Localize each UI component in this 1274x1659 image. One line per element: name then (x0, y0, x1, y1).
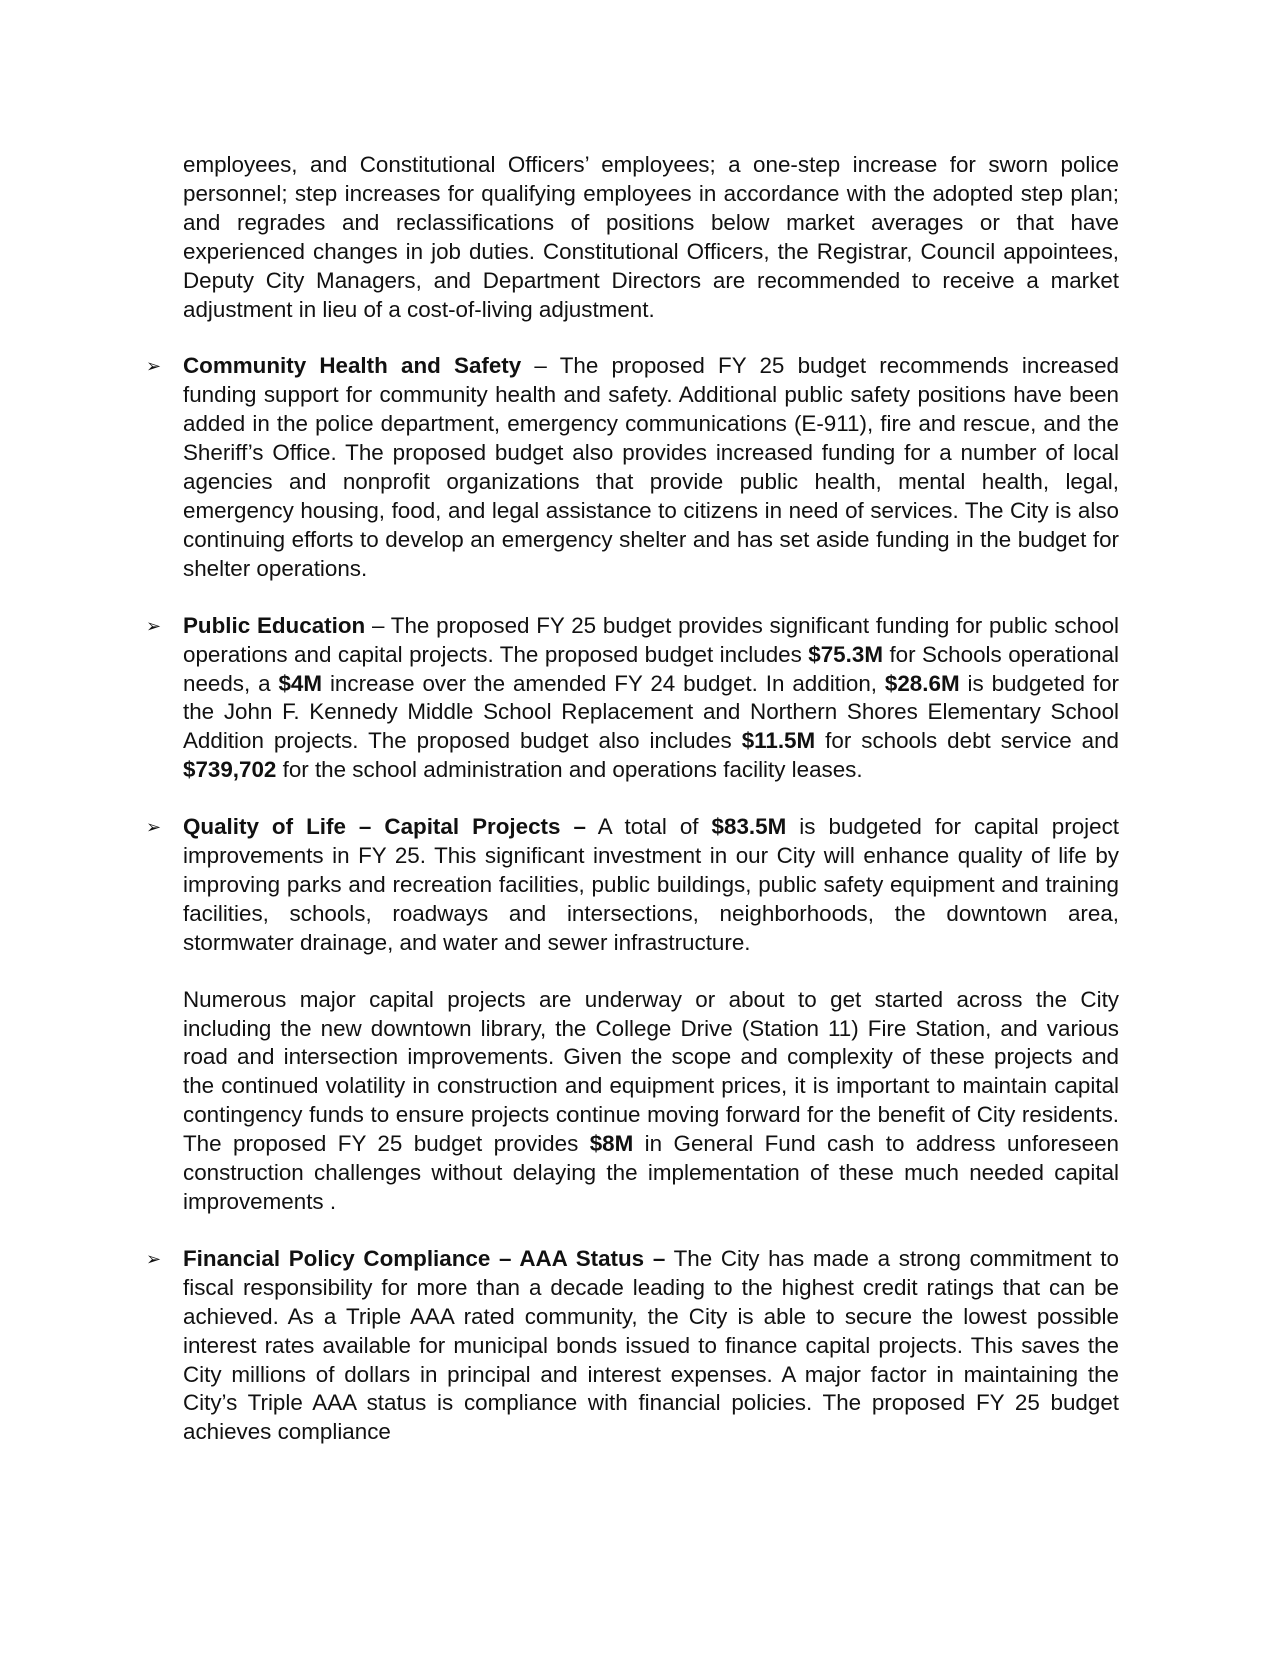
intro-paragraph: employees, and Constitutional Officers’ employees; a one-step increase for sworn police personnel; step increases for qualifying employees in accordance with the adopted step plan; and regrades and reclassifications of positions below market averages or that have experienced changes in job duties. Constitutional Officers, the Registrar, Council appointees, Deputy City Managers, and Department Directors are recommended to receive a market adjustment in lieu of a cost-of-living adjustment. (183, 152, 1119, 322)
financial-policy-paragraph: Financial Policy Compliance – AAA Status – The City has made a strong commitment to fiscal responsibility for more than a decade leading to the highest credit ratings that can be achieved. As a Triple AAA rated community, the City is able to secure the lowest possible interest rates available for municipal bonds issued to finance capital projects. This saves the City millions of dollars in principal and interest expenses. A major factor in maintaining the City’s Triple AAA status is compliance with financial policies. The proposed FY 25 budget achieves compliance (183, 1245, 1119, 1445)
arrow-bullet-icon: ➢ (146, 817, 162, 838)
capital-projects-title: Quality of Life – Capital Projects – (183, 814, 586, 840)
page-content (146, 151, 1120, 1447)
capital-projects-paragraph: Quality of Life – Capital Projects – A total of $83.5M is budgeted for capital project improvements in FY 25. This significant investment in our City will enhance quality of life by improving parks and recreation facilities, public buildings, public safety equipment and training facilities, schools, roadways and intersections, neighborhoods, the downtown area, stormwater drainage, and water and sewer infrastructure. (183, 814, 1120, 955)
capital-projects-amount: $83.5M (711, 814, 787, 840)
community-health-title: Community Health and Safety (183, 353, 522, 379)
public-education-paragraph: Public Education – The proposed FY 25 budget provides significant funding for public school operations and capital projects. The proposed budget includes $75.3M for Schools operational needs, a $4M increase over the amended FY 24 budget. In addition, $28.6M is budgeted for the John F. Kennedy Middle School Replacement and Northern Shores Elementary School Addition projects. The proposed budget also includes $11.5M for schools debt service and $739,702 for the school administration and operations facility leases. (183, 612, 1119, 783)
arrow-bullet-icon: ➢ (146, 1248, 162, 1269)
community-health-paragraph: Community Health and Safety – The proposed FY 25 budget recommends increased funding support for community health and safety. Additional public safety positions have been added in the police department, emergency communications (E-911), fire and rescue, and the Sheriff’s Office. The proposed budget also provides increased funding for a number of local agencies and nonprofit organizations that provide public health, mental health, legal, emergency housing, food, and legal assistance to citizens in need of services. The City is also continuing efforts to develop an emergency shelter and has set aside funding in the budget for shelter operations. (183, 353, 1119, 581)
schools-increase-amount: $4M (278, 670, 323, 696)
schools-operational-amount: $75.3M (808, 641, 883, 667)
schools-debt-service-amount: $11.5M (741, 728, 816, 754)
bullet-capital-projects (146, 813, 1120, 1217)
bullet-public-education (146, 612, 1119, 785)
bullet-financial-policy (146, 1245, 1119, 1447)
facility-leases-amount: $739,702 (183, 757, 277, 783)
arrow-bullet-icon: ➢ (146, 356, 162, 377)
school-projects-amount: $28.6M (884, 670, 960, 696)
public-education-title: Public Education (183, 612, 366, 638)
financial-policy-title: Financial Policy Compliance – AAA Status – (183, 1245, 666, 1271)
arrow-bullet-icon: ➢ (146, 615, 162, 636)
contingency-amount: $8M (589, 1131, 634, 1157)
capital-contingency-paragraph: Numerous major capital projects are underway or about to get started across the City including the new downtown library, the College Drive (Station 11) Fire Station, and various road and intersection improvements. Given the scope and complexity of these projects and the continued volatility in construction and equipment prices, it is important to maintain capital contingency funds to ensure projects continue moving forward for the benefit of City residents. The proposed FY 25 budget provides $8M in General Fund cash to address unforeseen construction challenges without delaying the implementation of these much needed capital improvements . (183, 986, 1119, 1214)
bullet-community-health (146, 352, 1119, 583)
